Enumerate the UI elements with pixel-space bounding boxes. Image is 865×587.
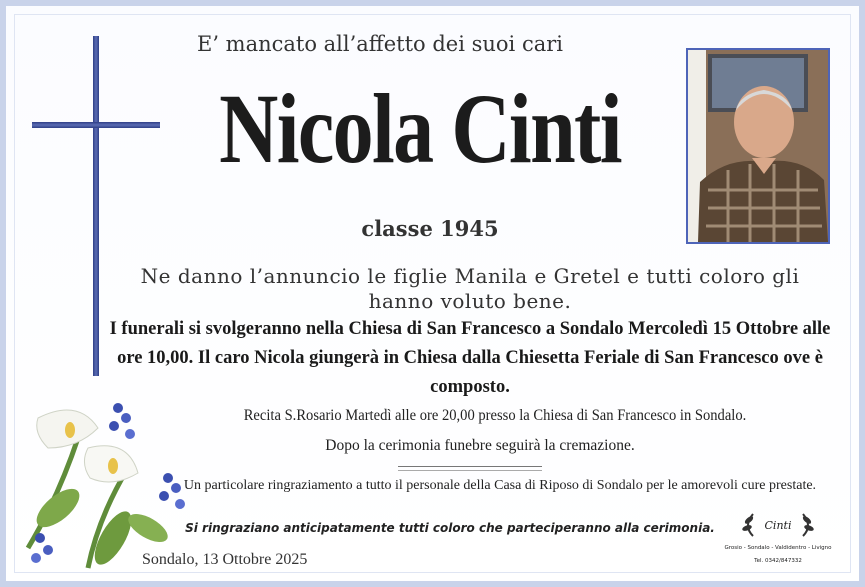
thanks-text: Un particolare ringraziamento a tutto il personale della Casa di Riposo di Sondalo per le amorevoli cure prestate. — [183, 478, 817, 493]
agency-phone: Tel. 0342/847332 — [754, 558, 802, 564]
laurel-icon — [723, 508, 833, 542]
funeral-details: I funerali si svolgeranno nella Chiesa di San Francesco a Sondalo Mercoledì 15 Ottobre alle ore 10,00. Il caro Nicola giungerà in Chiesa dalla Chiesetta Feriale di San Francesco ove è composto. — [109, 319, 831, 397]
portrait-photo — [686, 48, 830, 244]
agency-logo — [723, 508, 833, 574]
birth-year: classe 1945 — [361, 216, 499, 241]
svg-text:Cinti: Cinti — [764, 519, 792, 532]
deceased-name: Nicola Cinti — [219, 73, 621, 184]
place-date: Sondalo, 13 Ottobre 2025 — [142, 551, 308, 568]
agency-locations: Grosio - Sondalo - Valdidentro - Livigno — [724, 545, 832, 551]
announcement-text: Ne danno l’annuncio le figlie Manila e Gretel e tutti coloro gli hanno voluto bene. — [140, 264, 800, 313]
cross-icon-arm — [32, 122, 160, 128]
cremation-text: Dopo la cerimonia funebre seguirà la cremazione. — [325, 437, 635, 454]
portrait-image — [688, 50, 828, 242]
cross-icon — [93, 36, 99, 376]
divider — [398, 466, 542, 471]
intro-text: E’ mancato all’affetto dei suoi cari — [196, 32, 563, 56]
lily-flowers-icon — [18, 378, 208, 578]
rosary-text: Recita S.Rosario Martedì alle ore 20,00 presso la Chiesa di San Francesco in Sondalo. — [243, 407, 747, 424]
advance-thanks-text: Si ringraziano anticipatamente tutti coloro che parteciperanno alla cerimonia. — [185, 521, 715, 535]
